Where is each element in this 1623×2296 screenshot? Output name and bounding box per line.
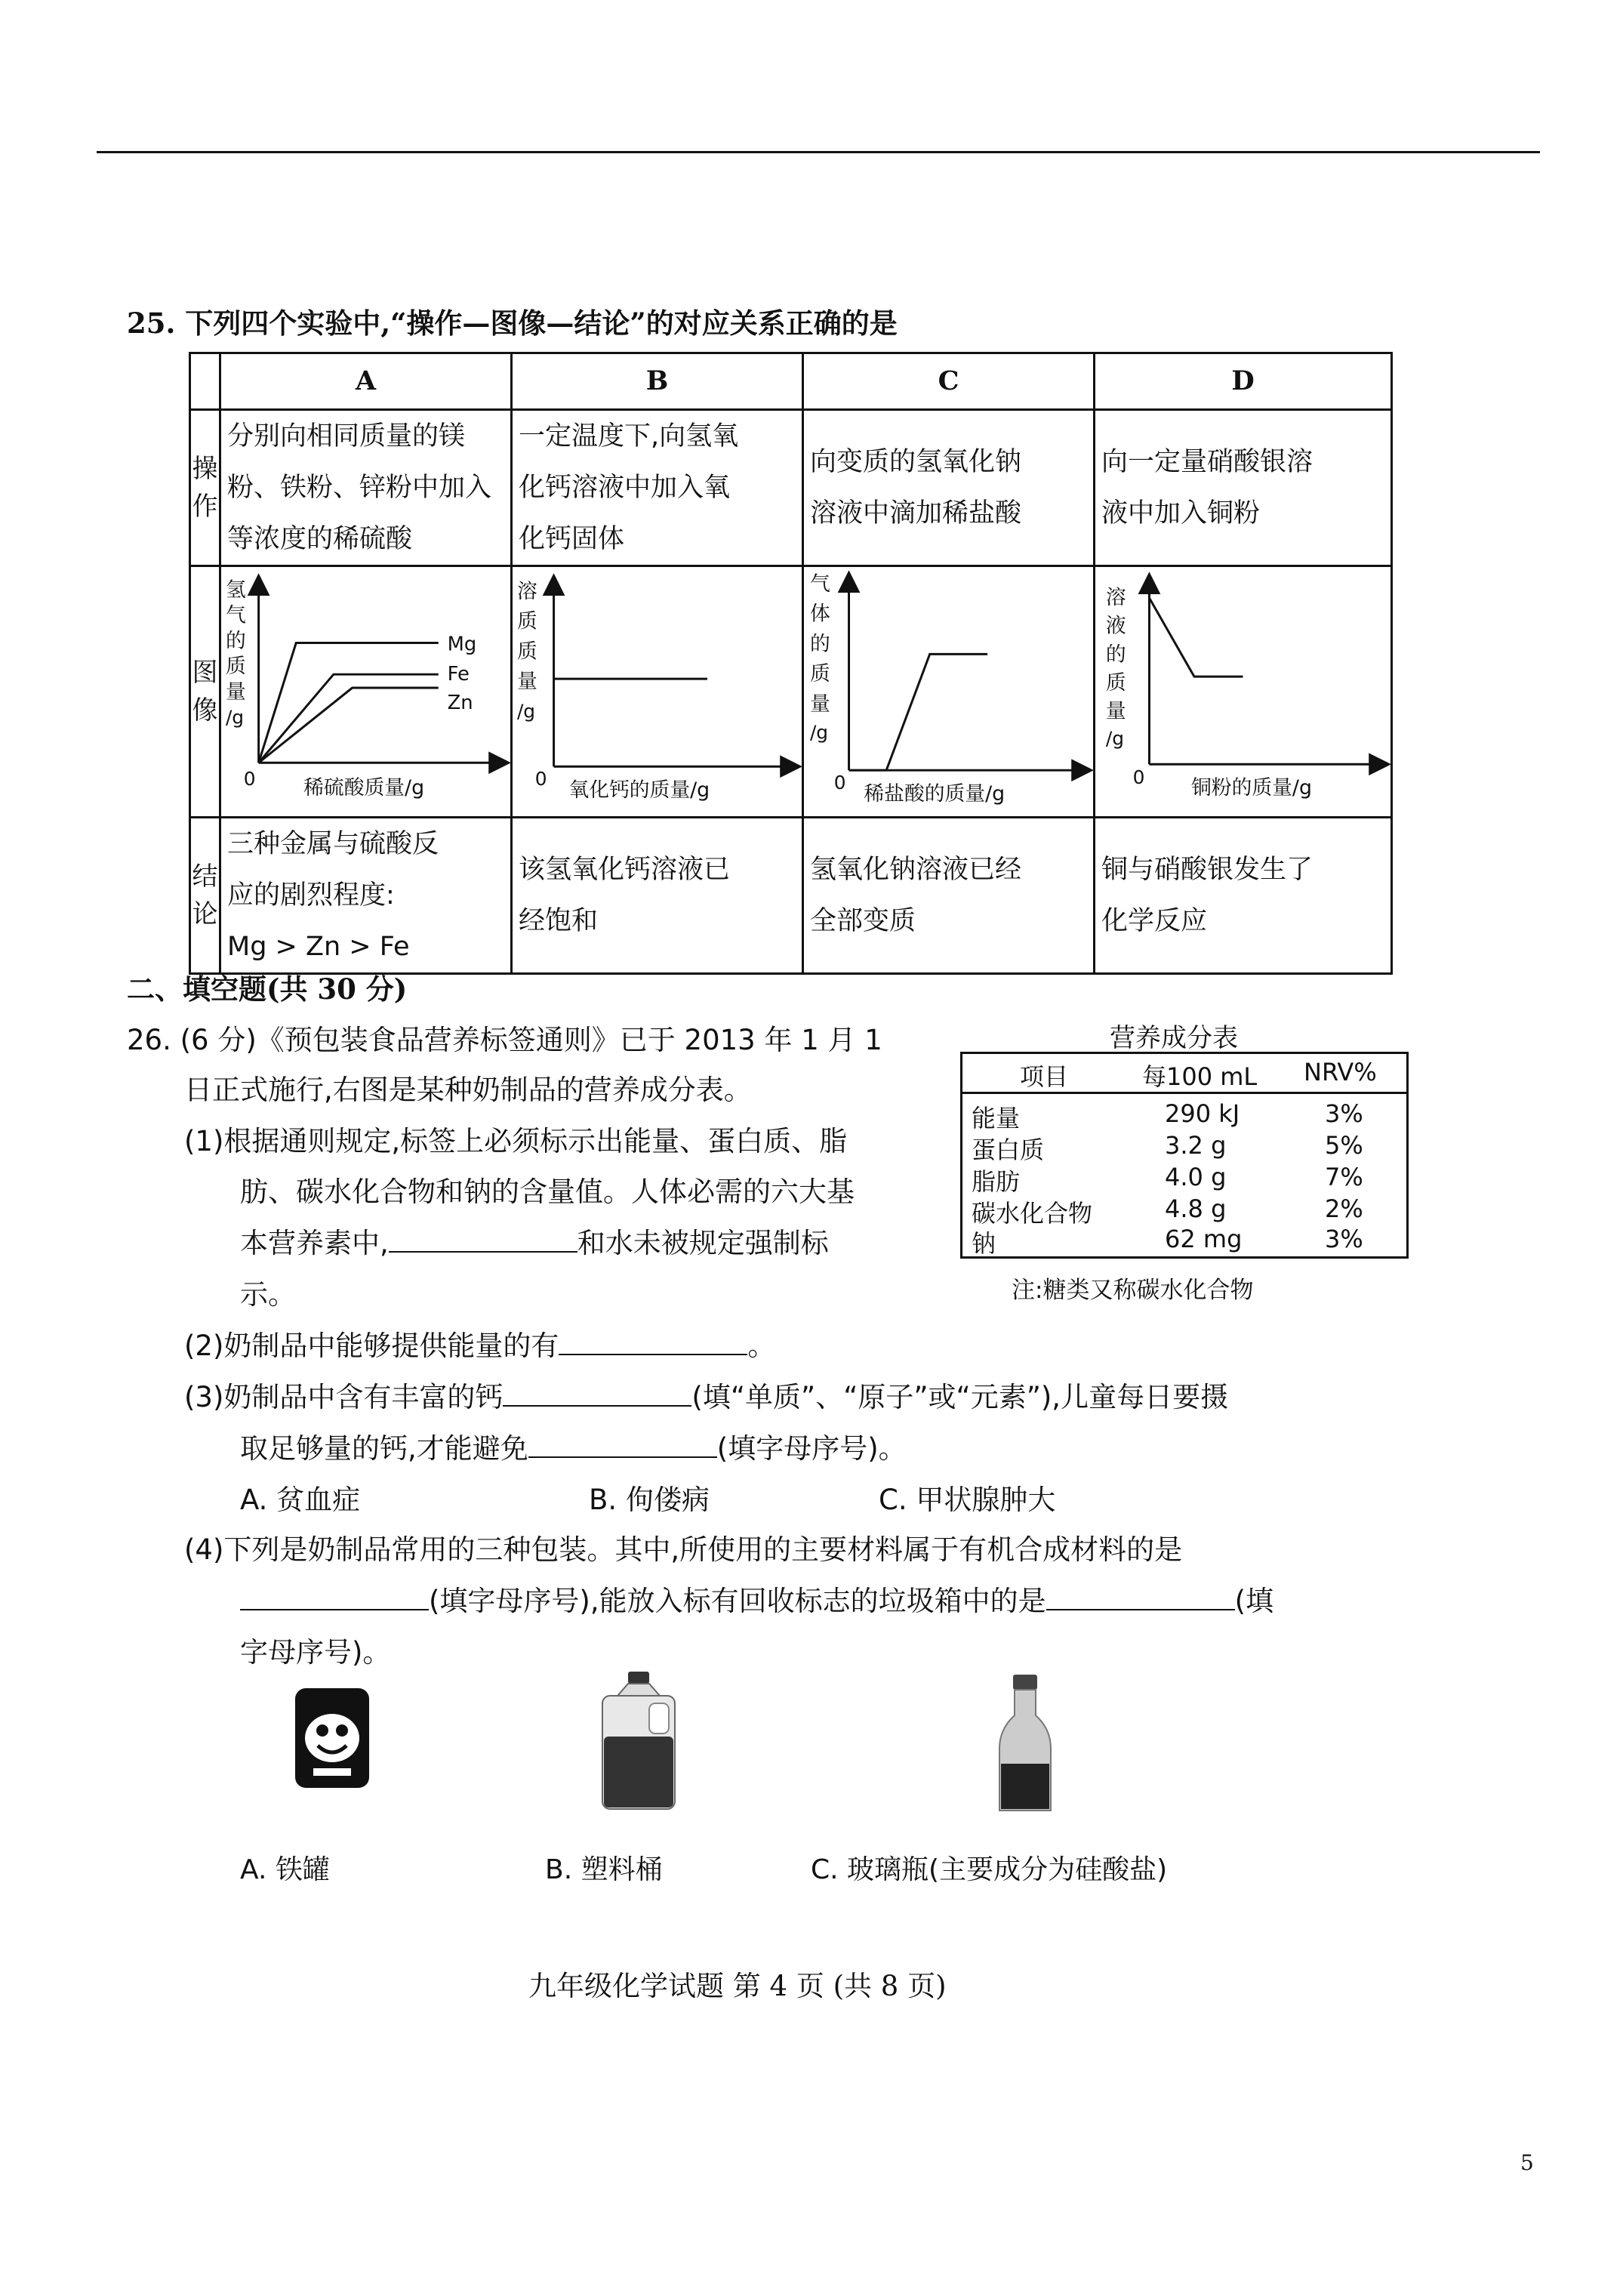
graph-a-label-mg: Mg	[447, 633, 477, 656]
graph-c-ylabel-3: 的	[809, 632, 830, 656]
plastic-jug-icon	[596, 1670, 679, 1814]
nutrition-row-nrv: 3%	[1325, 1099, 1363, 1128]
conclusion-c: 氢氧化钠溶液已经 全部变质	[803, 818, 1095, 974]
answer-blank-3[interactable]	[503, 1382, 691, 1407]
column-header-d: D	[1095, 353, 1392, 410]
package-caption-b: B. 塑料桶	[545, 1854, 663, 1885]
graph-d-xlabel: 铜粉的质量/g	[1191, 775, 1312, 800]
nutrition-row-amount: 4.8 g	[1165, 1194, 1227, 1223]
glass-bottle-icon	[995, 1673, 1055, 1814]
conclusion-b: 该氢氧化钙溶液已 经饱和	[512, 818, 803, 974]
nutrition-row-name: 能量	[972, 1104, 1021, 1133]
nutrition-row-nrv: 5%	[1325, 1131, 1363, 1160]
graph-b	[513, 567, 802, 816]
graph-d-ylabel-1: 溶	[1105, 585, 1126, 609]
graph-b-xlabel: 氧化钙的质量/g	[568, 778, 710, 802]
q26-p1-line-1: (1)根据通则规定,标签上必须标示出能量、蛋白质、脂	[184, 1125, 848, 1157]
nutrition-row-name: 钠	[972, 1229, 996, 1258]
nutrition-table-title: 营养成分表	[1110, 1023, 1238, 1053]
graph-d	[1095, 567, 1390, 816]
question-25-title: 25. 下列四个实验中,“操作—图像—结论”的对应关系正确的是	[127, 307, 898, 340]
column-header-a: A	[220, 353, 512, 410]
graph-c-ylabel-6: /g	[809, 721, 829, 744]
graph-a-ylabel-6: /g	[225, 706, 245, 729]
graph-d-origin: 0	[1132, 766, 1145, 789]
graph-c-ylabel-1: 气	[809, 572, 830, 596]
question-25-table	[189, 352, 1393, 975]
graph-c-cell	[803, 566, 1095, 818]
nutrition-row-amount: 4.0 g	[1165, 1163, 1227, 1191]
q26-p3-option-c: C. 甲状腺肿大	[879, 1484, 1056, 1516]
answer-blank-1[interactable]	[389, 1228, 577, 1253]
nutrition-row-amount: 62 mg	[1165, 1225, 1243, 1253]
row-header-conclusion: 结 论	[190, 818, 220, 974]
nutrition-row-nrv: 2%	[1325, 1194, 1363, 1223]
graph-c-line	[849, 654, 988, 770]
nutrition-header-nrv: NRV%	[1304, 1058, 1377, 1086]
graph-d-line	[1149, 598, 1243, 676]
conclusion-a: 三种金属与硫酸反 应的剧烈程度: Mg > Zn > Fe	[220, 818, 512, 974]
graph-a-ylabel-4: 质	[225, 655, 246, 679]
q26-p3-option-b: B. 佝偻病	[589, 1484, 710, 1516]
graph-d-ylabel-6: /g	[1105, 727, 1125, 750]
answer-blank-6[interactable]	[1046, 1586, 1235, 1610]
nutrition-row-name: 蛋白质	[972, 1136, 1045, 1164]
graph-a-label-zn: Zn	[447, 691, 473, 714]
row-header-operation: 操 作	[190, 410, 220, 566]
graph-a-ylabel-1: 氢	[225, 578, 246, 602]
package-caption-c: C. 玻璃瓶(主要成分为硅酸盐)	[811, 1854, 1168, 1885]
nutrition-row-nrv: 7%	[1325, 1163, 1363, 1191]
q26-intro-line-2: 日正式施行,右图是某种奶制品的营养成分表。	[184, 1074, 752, 1106]
graph-a	[221, 567, 510, 816]
graph-b-ylabel-1: 溶	[516, 579, 537, 603]
column-header-b: B	[512, 353, 803, 410]
graph-a-ylabel-2: 气	[225, 603, 246, 627]
answer-blank-5[interactable]	[240, 1586, 429, 1610]
graph-b-origin: 0	[534, 768, 547, 791]
graph-a-line-mg	[259, 643, 439, 763]
q26-p2: (2)奶制品中能够提供能量的有 。	[184, 1330, 776, 1362]
operation-a: 分别向相同质量的镁 粉、铁粉、锌粉中加入 等浓度的稀硫酸	[220, 410, 512, 566]
graph-b-ylabel-4: 量	[516, 670, 537, 694]
graph-b-ylabel-2: 质	[516, 609, 537, 633]
graph-d-ylabel-2: 液	[1105, 614, 1126, 638]
q26-p4-line-2: (填字母序号),能放入标有回收标志的垃圾箱中的是 (填	[240, 1578, 1273, 1619]
answer-blank-2[interactable]	[559, 1331, 747, 1355]
nutrition-row-amount: 290 kJ	[1165, 1099, 1240, 1128]
q26-p3-line-2: 取足够量的钙,才能避免 (填字母序号)。	[240, 1432, 907, 1465]
column-header-c: C	[803, 353, 1095, 410]
nutrition-header-per100ml: 每100 mL	[1142, 1062, 1258, 1091]
graph-a-ylabel-5: 量	[225, 680, 246, 704]
graph-c-ylabel-5: 量	[809, 692, 830, 716]
graph-a-cell	[220, 566, 512, 818]
q26-p1-line-4: 示。	[240, 1278, 296, 1311]
graph-d-cell	[1095, 566, 1392, 818]
nutrition-table	[960, 1052, 1409, 1259]
section-2-heading: 二、填空题(共 30 分)	[127, 972, 408, 1006]
q26-p1-line-2: 肪、碳水化合物和钠的含量值。人体必需的六大基	[240, 1176, 855, 1208]
graph-c	[804, 567, 1093, 816]
table-corner	[190, 353, 220, 410]
operation-d: 向一定量硝酸银溶 液中加入铜粉	[1095, 410, 1392, 566]
graph-c-origin: 0	[833, 771, 846, 794]
top-rule	[97, 151, 1540, 153]
nutrition-row-nrv: 3%	[1325, 1225, 1363, 1253]
q26-p3-line-1: (3)奶制品中含有丰富的钙 (填“单质”、“原子”或“元素”),儿童每日要摄	[184, 1381, 1229, 1413]
operation-c: 向变质的氢氧化钠 溶液中滴加稀盐酸	[803, 410, 1095, 566]
graph-b-ylabel-5: /g	[516, 700, 536, 723]
row-header-graph: 图 像	[190, 566, 220, 818]
graph-a-xlabel: 稀硫酸质量/g	[303, 775, 425, 800]
graph-c-xlabel: 稀盐酸的质量/g	[864, 781, 1006, 806]
q26-p3-option-a: A. 贫血症	[240, 1484, 361, 1516]
q26-p1-line-3: 本营养素中, 和水未被规定强制标	[240, 1227, 829, 1259]
graph-a-origin: 0	[243, 768, 256, 791]
graph-c-ylabel-4: 质	[809, 662, 830, 686]
nutrition-header-item: 项目	[1020, 1062, 1069, 1091]
graph-d-ylabel-4: 质	[1105, 671, 1126, 695]
nutrition-row-name: 碳水化合物	[972, 1199, 1093, 1228]
q26-p4-line-1: (4)下列是奶制品常用的三种包装。其中,所使用的主要材料属于有机合成材料的是	[184, 1533, 1183, 1566]
package-caption-a: A. 铁罐	[240, 1854, 330, 1885]
graph-d-ylabel-5: 量	[1105, 699, 1126, 723]
conclusion-d: 铜与硝酸银发生了 化学反应	[1095, 818, 1392, 974]
graph-b-cell	[512, 566, 803, 818]
q26-p4-line-3: 字母序号)。	[240, 1636, 391, 1669]
answer-blank-4[interactable]	[528, 1434, 717, 1458]
graph-b-ylabel-3: 质	[516, 639, 537, 664]
page-footer: 九年级化学试题 第 4 页 (共 8 页)	[528, 1970, 947, 2002]
operation-b: 一定温度下,向氢氧 化钙溶液中加入氧 化钙固体	[512, 410, 803, 566]
graph-a-ylabel-3: 的	[225, 629, 246, 653]
page-number: 5	[1520, 2150, 1534, 2175]
graph-a-label-fe: Fe	[447, 663, 470, 686]
q26-intro-line-1: 26. (6 分)《预包装食品营养标签通则》已于 2013 年 1 月 1	[127, 1024, 882, 1056]
graph-a-line-zn	[259, 688, 439, 763]
graph-c-ylabel-2: 体	[809, 602, 830, 626]
nutrition-row-name: 脂肪	[972, 1167, 1021, 1196]
nutrition-table-note: 注:糖类又称碳水化合物	[1012, 1277, 1254, 1304]
nutrition-row-amount: 3.2 g	[1165, 1131, 1227, 1160]
iron-can-icon	[291, 1685, 374, 1791]
graph-d-ylabel-3: 的	[1105, 643, 1126, 667]
